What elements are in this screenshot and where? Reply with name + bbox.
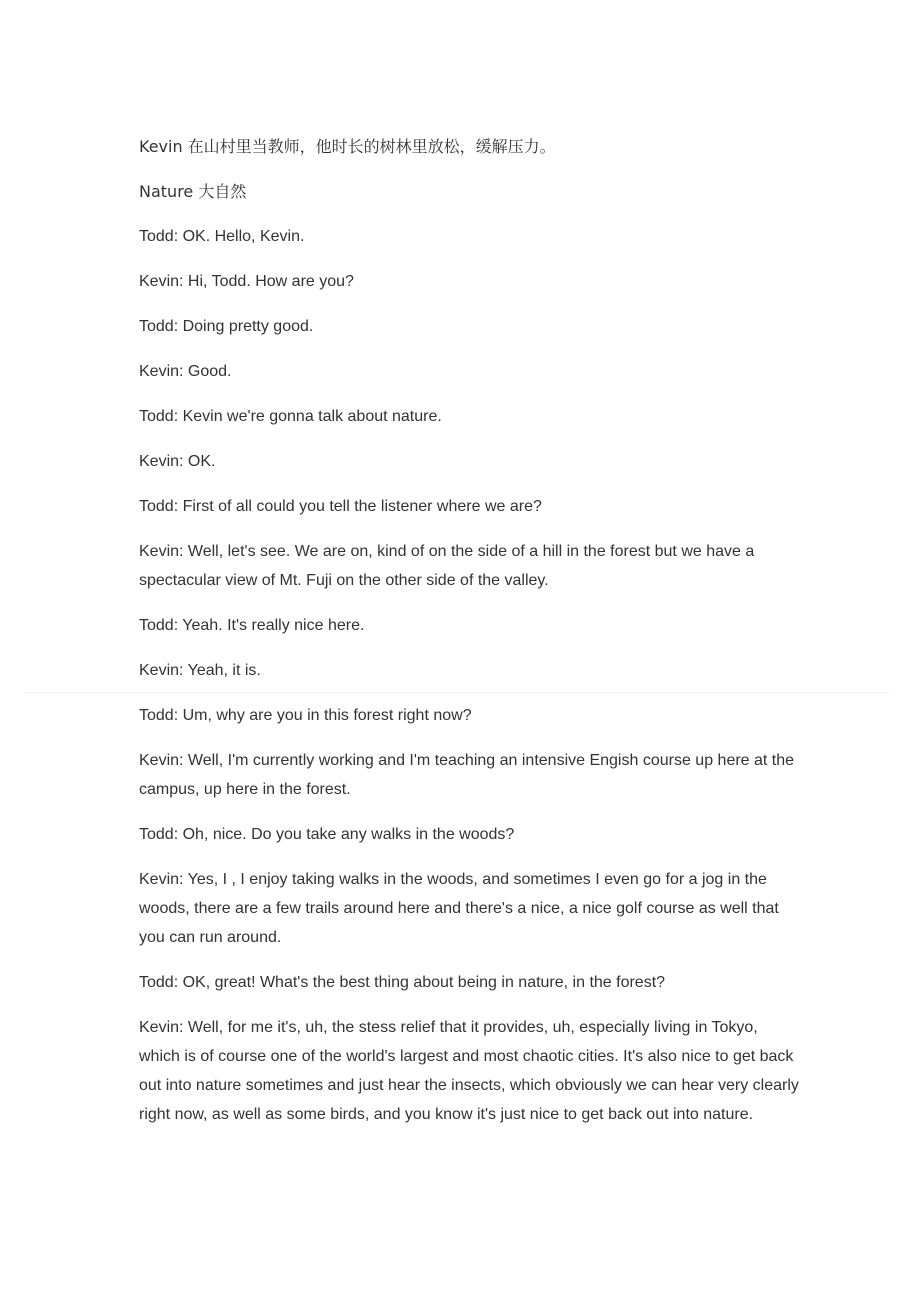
dialogue-line: Kevin: Well, for me it's, uh, the stess relief that it provides, uh, especially living in Tokyo, which is of course one of the world's largest and most chaotic cities. It's also nice to get back out into nature sometimes and just hear the insects, which obviously we can hear very clearly right now, as well as some birds, and you know it's just nice to get back out into nature. — [139, 1019, 799, 1123]
page-break-divider — [24, 692, 890, 693]
dialogue-line: Kevin: OK. — [139, 453, 216, 470]
dialogue-line: Todd: Kevin we're gonna talk about nature. — [139, 408, 442, 425]
dialogue-line: Kevin: Yes, I , I enjoy taking walks in the woods, and sometimes I even go for a jog in the woods, there are a few trails around here and there's a nice, a nice golf course as well that you can run around. — [139, 871, 779, 946]
dialogue-line: Todd: Oh, nice. Do you take any walks in the woods? — [139, 826, 515, 843]
dialogue-line: Todd: OK. Hello, Kevin. — [139, 228, 305, 245]
dialogue-line: Kevin: Good. — [139, 363, 232, 380]
intro-line: Kevin 在山村里当教师，他时长的树林里放松，缓解压力。 — [139, 137, 556, 156]
dialogue-line: Todd: Doing pretty good. — [139, 318, 314, 335]
dialogue-line: Kevin: Yeah, it is. — [139, 662, 261, 679]
dialogue-line: Todd: Yeah. It's really nice here. — [139, 617, 365, 634]
dialogue-line: Kevin: Hi, Todd. How are you? — [139, 273, 354, 290]
dialogue-line: Todd: First of all could you tell the listener where we are? — [139, 498, 542, 515]
topic-title: Nature 大自然 — [139, 182, 247, 201]
dialogue-line: Kevin: Well, I'm currently working and I'm teaching an intensive Engish course up here at the campus, up here in the forest. — [139, 752, 795, 798]
dialogue-line: Todd: Um, why are you in this forest right now? — [139, 707, 472, 724]
dialogue-line: Todd: OK, great! What's the best thing about being in nature, in the forest? — [139, 974, 666, 991]
dialogue-line: Kevin: Well, let's see. We are on, kind of on the side of a hill in the forest but we have a spectacular view of Mt. Fuji on the other side of the valley. — [139, 543, 755, 589]
document-body — [139, 132, 799, 1145]
